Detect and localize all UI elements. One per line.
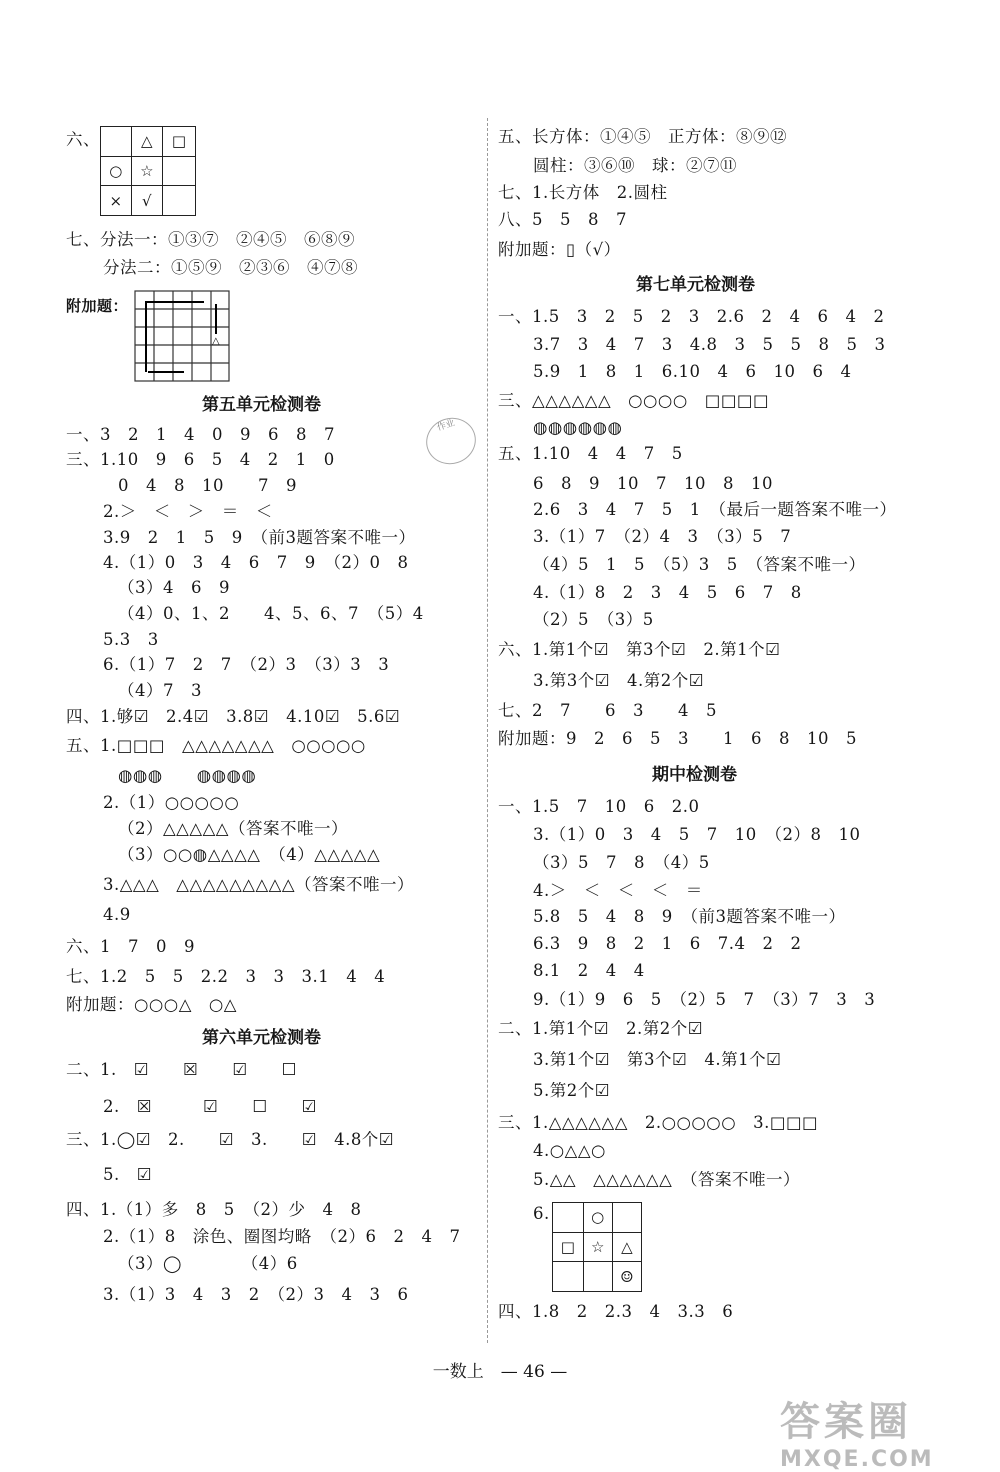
- unit6-line: 三、1.◯☑ 2. ☑ 3. ☑ 4.8个☑: [66, 1130, 395, 1149]
- midterm-q4: 四、1.8 2 2.3 4 3.3 6: [498, 1302, 734, 1321]
- midterm-line: （3）5 7 8 （4）5: [533, 853, 710, 872]
- unit7-line: 五、1.10 4 4 7 5: [498, 444, 683, 463]
- midterm-grid-cell: [583, 1262, 612, 1292]
- q7-method2: 分法二：①⑤⑨ ②③⑥ ④⑦⑧: [103, 258, 358, 277]
- midterm-grid-cell: [553, 1262, 584, 1292]
- watermark-logo: 答案圈 MXQE.COM: [780, 1399, 934, 1472]
- midterm-line: 一、1.5 7 10 6 2.0: [498, 797, 700, 816]
- midterm-grid-cell: [553, 1203, 584, 1233]
- midterm-line: 4.＞ ＜ ＜ ＜ ＝: [533, 881, 703, 900]
- unit6-line: 2. ☒ ☑ ☐ ☑: [103, 1097, 317, 1116]
- unit7-title: 第七单元检测卷: [636, 275, 755, 295]
- unit4-extra-line: 附加题：▯（√）: [498, 240, 621, 259]
- midterm-line: 5.第2个☑: [533, 1081, 611, 1100]
- unit5-line: 一、3 2 1 4 0 9 6 8 7: [66, 425, 335, 444]
- unit7-line: 3.7 3 4 7 3 4.8 3 5 5 8 5 3: [533, 335, 886, 354]
- unit7-line: 3.（1）7 （2）4 3 （3）5 7: [533, 527, 792, 546]
- page-footer: 一数上 — 46 —: [432, 1362, 568, 1382]
- unit6-line: 5. ☑: [103, 1165, 153, 1184]
- unit5-line: 四、1.够☑ 2.4☑ 3.8☑ 4.10☑ 5.6☑: [66, 707, 401, 726]
- midterm-grid-cell: ○: [583, 1203, 612, 1233]
- unit5-line: （2）△△△△△（答案不唯一）: [118, 819, 348, 838]
- midterm-line: 4.○△△○: [533, 1141, 606, 1160]
- unit7-line: 七、2 7 6 3 4 5: [498, 701, 717, 720]
- unit7-line: 4.（1）8 2 3 4 5 6 7 8: [533, 583, 802, 602]
- unit5-line: 4.9: [103, 905, 131, 924]
- unit5-line: （3）4 6 9: [118, 578, 230, 597]
- unit6-line: 2.（1）8 涂色、圈图均略 （2）6 2 4 7: [103, 1227, 461, 1246]
- q7-method1: 七、分法一：①③⑦ ②④⑤ ⑥⑧⑨: [66, 230, 355, 249]
- unit7-line: 6 8 9 10 7 10 8 10: [533, 474, 773, 493]
- unit7-line: 3.第3个☑ 4.第2个☑: [533, 671, 705, 690]
- unit4-extra-line: 八、5 5 8 7: [498, 210, 627, 229]
- unit4-extra-line: 圆柱：③⑥⑩ 球：②⑦⑪: [533, 156, 737, 175]
- unit5-line: 五、1.□□□ △△△△△△△ ○○○○○: [66, 736, 366, 755]
- midterm-grid: [552, 1202, 642, 1292]
- unit5-line: 六、1 7 0 9: [66, 937, 195, 956]
- unit4-extra-line: 七、1.长方体 2.圆柱: [498, 183, 668, 202]
- midterm-line: 三、1.△△△△△△ 2.○○○○○ 3.□□□: [498, 1113, 819, 1132]
- midterm-line: 6.: [533, 1204, 550, 1223]
- midterm-grid-cell: □: [553, 1232, 584, 1262]
- midterm-line: 8.1 2 4 4: [533, 961, 645, 980]
- bonus-label: 附加题：: [66, 297, 129, 315]
- unit5-line: （3）○○◍△△△△ （4）△△△△△: [118, 845, 381, 864]
- unit7-line: 三、△△△△△△ ○○○○ □□□□: [498, 391, 770, 410]
- unit5-line: 3.△△△ △△△△△△△△△（答案不唯一）: [103, 875, 415, 894]
- unit5-line: 5.3 3: [103, 630, 159, 649]
- midterm-line: 9.（1）9 6 5 （2）5 7 （3）7 3 3: [533, 990, 876, 1009]
- unit6-line: （3）◯ （4）6: [118, 1254, 298, 1273]
- unit7-line: 六、1.第1个☑ 第3个☑ 2.第1个☑: [498, 640, 781, 659]
- midterm-grid-cell: [612, 1203, 641, 1233]
- unit6-line: 四、1.（1）多 8 5 （2）少 4 8: [66, 1200, 362, 1219]
- shape-grid-cell: √: [131, 186, 162, 216]
- midterm-line: 6.3 9 8 2 1 6 7.4 2 2: [533, 934, 802, 953]
- unit5-line: ◍◍◍ ◍◍◍◍: [118, 766, 257, 785]
- unit5-line: 0 4 8 10 7 9: [118, 476, 297, 495]
- midterm-title: 期中检测卷: [652, 765, 737, 785]
- shape-grid-cell: □: [163, 127, 196, 157]
- unit5-line: 3.9 2 1 5 9 （前3题答案不唯一）: [103, 528, 416, 547]
- shape-grid: [100, 126, 196, 216]
- unit7-line: （2）5 （3）5: [533, 610, 654, 629]
- svg-text:△: △: [212, 336, 220, 347]
- unit5-line: 2.＞ ＜ ＞ ＝ ＜: [103, 502, 273, 521]
- unit6-line: 3.（1）3 4 3 2 （2）3 4 3 6: [103, 1285, 409, 1304]
- unit7-line: （4）5 1 5 （5）3 5 （答案不唯一）: [533, 555, 866, 574]
- unit5-line: 附加题：○○○△ ○△: [66, 995, 237, 1014]
- unit5-line: 三、1.10 9 6 5 4 2 1 0: [66, 450, 335, 469]
- unit7-line: 附加题：9 2 6 5 3 1 6 8 10 5: [498, 729, 857, 748]
- unit7-line: ◍◍◍◍◍◍: [533, 418, 623, 437]
- shape-grid-cell: ×: [101, 186, 132, 216]
- unit5-line: （4）7 3: [118, 681, 202, 700]
- shape-grid-cell: △: [131, 127, 162, 157]
- unit7-line: 一、1.5 3 2 5 2 3 2.6 2 4 6 4 2: [498, 307, 885, 326]
- shape-grid-cell: ○: [101, 156, 132, 186]
- midterm-line: 二、1.第1个☑ 2.第2个☑: [498, 1019, 704, 1038]
- midterm-grid-cell: ☆: [583, 1232, 612, 1262]
- midterm-line: 5.8 5 4 8 9 （前3题答案不唯一）: [533, 907, 846, 926]
- unit7-line: 2.6 3 4 7 5 1 （最后一题答案不唯一）: [533, 500, 897, 519]
- stamp-icon: 作业: [420, 411, 482, 470]
- unit7-line: 5.9 1 8 1 6.10 4 6 10 6 4: [533, 362, 852, 381]
- q6-label: 六、: [66, 130, 100, 149]
- midterm-line: 5.△△ △△△△△△ （答案不唯一）: [533, 1170, 801, 1189]
- midterm-grid-cell: ☺: [612, 1262, 641, 1292]
- midterm-line: 3.（1）0 3 4 5 7 10 （2）8 10: [533, 825, 861, 844]
- unit5-title: 第五单元检测卷: [202, 395, 321, 415]
- unit6-line: 二、1. ☑ ☒ ☑ ☐: [66, 1060, 297, 1079]
- unit5-line: （4）0、1、2 4、5、6、7 （5）4: [118, 604, 424, 623]
- midterm-line: 3.第1个☑ 第3个☑ 4.第1个☑: [533, 1050, 782, 1069]
- shape-grid-cell: [101, 127, 132, 157]
- unit6-title: 第六单元检测卷: [202, 1028, 321, 1048]
- column-divider: [487, 118, 488, 1343]
- unit5-line: 4.（1）0 3 4 6 7 9 （2）0 8: [103, 553, 409, 572]
- path-grid-figure: [134, 290, 230, 382]
- midterm-grid-cell: △: [612, 1232, 641, 1262]
- unit4-extra-line: 五、长方体：①④⑤ 正方体：⑧⑨⑫: [498, 127, 787, 146]
- unit5-line: 七、1.2 5 5 2.2 3 3 3.1 4 4: [66, 967, 386, 986]
- shape-grid-cell: [163, 156, 196, 186]
- unit5-line: 6.（1）7 2 7 （2）3 （3）3 3: [103, 655, 390, 674]
- shape-grid-cell: ☆: [131, 156, 162, 186]
- unit5-line: 2.（1）○○○○○: [103, 793, 240, 812]
- shape-grid-cell: [163, 186, 196, 216]
